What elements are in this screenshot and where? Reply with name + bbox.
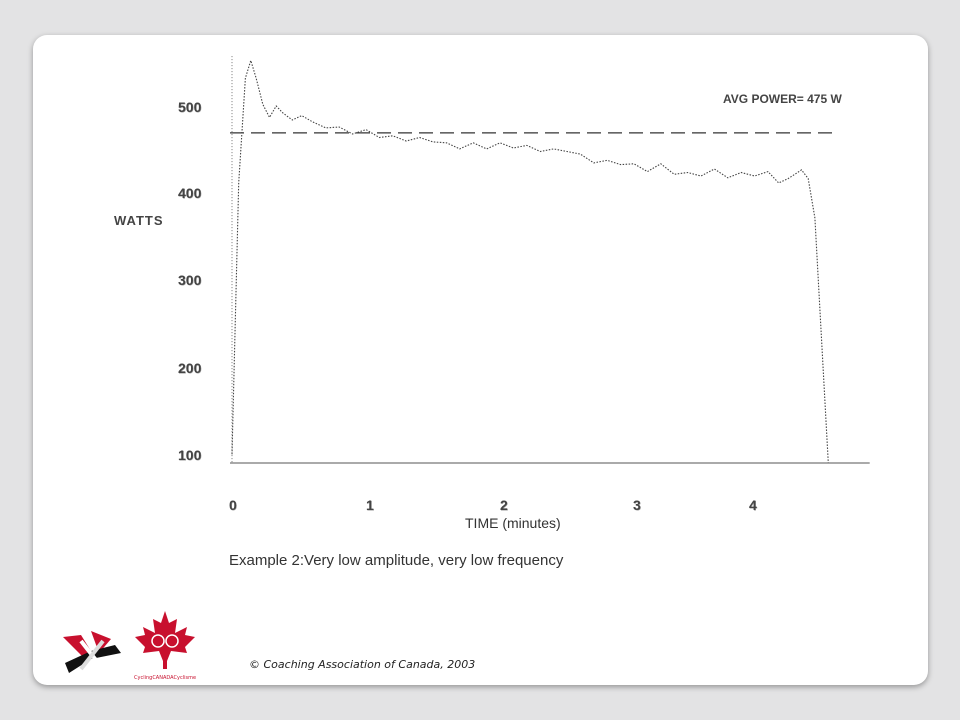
x-tick-4: 4 — [749, 497, 757, 513]
chart-caption: Example 2:Very low amplitude, very low frequency — [229, 552, 564, 569]
y-tick-100: 100 — [178, 447, 202, 463]
y-tick-500: 500 — [178, 99, 202, 115]
y-axis-label: WATTS — [114, 213, 164, 228]
slide — [33, 35, 928, 685]
cycling-canada-logo-text: CyclingCANADACyclisme — [134, 675, 197, 681]
x-tick-0: 0 — [229, 497, 237, 513]
power-chart — [33, 35, 928, 685]
avg-power-annotation: AVG POWER= 475 W — [723, 92, 842, 106]
cac-logo — [55, 623, 127, 679]
x-tick-1: 1 — [366, 497, 374, 513]
y-tick-200: 200 — [178, 360, 202, 376]
x-tick-2: 2 — [500, 497, 508, 513]
y-tick-300: 300 — [178, 272, 202, 288]
y-tick-400: 400 — [178, 185, 202, 201]
cycling-canada-maple-leaf-icon — [131, 609, 199, 671]
power-series-line — [232, 61, 828, 464]
copyright-text: © Coaching Association of Canada, 2003 — [249, 658, 476, 671]
x-axis-label: TIME (minutes) — [465, 515, 561, 531]
x-tick-3: 3 — [633, 497, 641, 513]
